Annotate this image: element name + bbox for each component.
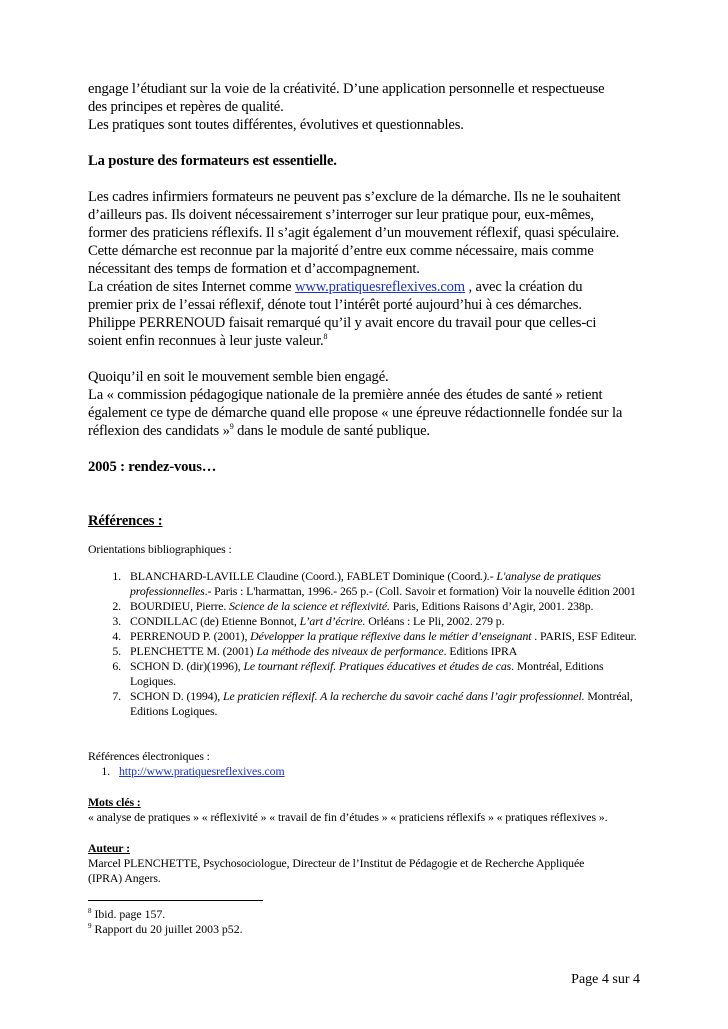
reference-text: PERRENOUD P. (2001), Développer la pratique réflexive dans le métier d’enseignant . PARIS, ESF Editeur. xyxy=(130,629,637,643)
reference-number: 3. xyxy=(112,614,121,628)
intro-line: Les pratiques sont toutes différentes, évolutives et questionnables. xyxy=(88,117,464,133)
list-item: 1. http://www.pratiquesreflexives.com xyxy=(101,764,285,778)
text-line: également ce type de démarche quand elle propose « une épreuve rédactionnelle fondée sur la xyxy=(88,405,623,421)
reference-text: CONDILLAC (de) Etienne Bonnot, L’art d’écrire. Orléans : Le Pli, 2002. 279 p. xyxy=(130,614,505,628)
reference-text: PLENCHETTE M. (2001) La méthode des niveaux de performance. Editions IPRA xyxy=(130,644,518,658)
movement-paragraph xyxy=(88,368,646,440)
author-heading: Auteur : xyxy=(88,841,130,855)
reference-text: BOURDIEU, Pierre. Science de la science et réflexivité. Paris, Editions Raisons d’Agir, 2001. 238p. xyxy=(130,599,594,613)
orientations-label: Orientations bibliographiques : xyxy=(88,542,232,556)
reference-text: SCHON D. (1994), Le praticien réflexif. A la recherche du savoir caché dans l’agir professionnel. Montréal, Editions Logiques. xyxy=(130,689,633,718)
reference-text: BLANCHARD-LAVILLE Claudine (Coord.), FABLET Dominique (Coord.).- L'analyse de pratiques professionnelles.- Paris : L'harmattan, 1996.- 265 p.- (Coll. Savoir et formation) Voir la nouvelle édition 2001 xyxy=(130,569,636,598)
reference-item xyxy=(88,644,646,659)
reference-number: 5. xyxy=(112,644,121,658)
text-line: former des praticiens réflexifs. Il s’agit également d’un mouvement réflexif, quasi spéculaire. xyxy=(88,225,620,241)
site-link[interactable]: www.pratiquesreflexives.com xyxy=(294,279,466,295)
text-line: soient enfin reconnues à leur juste valeur.$^8$ xyxy=(88,332,328,349)
reference-item xyxy=(88,569,646,599)
footnote-divider xyxy=(88,900,263,901)
intro-line: engage l’étudiant sur la voie de la créativité. D’une application personnelle et respectueuse xyxy=(88,81,605,97)
reference-number: 4. xyxy=(112,629,121,643)
rendezvous-heading: 2005 : rendez-vous… xyxy=(88,459,217,475)
reference-text: SCHON D. (dir)(1996), Le tournant réflexif. Pratiques éducatives et études de cas. Montréal, Editions Logiques. xyxy=(130,659,604,688)
text-line: réflexion des candidats »$^9$ dans le module de santé publique. xyxy=(88,422,430,439)
reference-number: 7. xyxy=(112,689,121,703)
reference-item xyxy=(88,614,646,629)
author-line: Marcel PLENCHETTE, Psychosociologue, Directeur de l’Institut de Pédagogie et de Recherche Appliquée xyxy=(88,856,585,870)
text-line: La création de sites Internet comme www.pratiquesreflexives.com , avec la création du xyxy=(88,279,583,295)
text-line: Les cadres infirmiers formateurs ne peuvent pas s’exclure de la démarche. Ils ne le souhaitent xyxy=(88,189,621,205)
text-line: nécessitant des temps de formation et d’accompagnement. xyxy=(88,261,420,277)
text-line: La « commission pédagogique nationale de la première année des études de santé » retient xyxy=(88,387,603,403)
reference-number: 1. xyxy=(112,569,121,583)
electronic-ref-link[interactable]: http://www.pratiquesreflexives.com xyxy=(119,764,285,778)
reference-item xyxy=(88,689,646,719)
reference-item xyxy=(88,629,646,644)
keywords-text: « analyse de pratiques » « réflexivité » « travail de fin d’études » « praticiens réflexifs » « pratiques réflexives ». xyxy=(88,810,608,824)
footnote-8: $^8$ Ibid. page 157. xyxy=(88,907,166,921)
text-line: Philippe PERRENOUD faisait remarqué qu’il y avait encore du travail pour que celles-ci xyxy=(88,315,597,331)
reference-number: 6. xyxy=(112,659,121,673)
posture-paragraph xyxy=(88,188,646,350)
intro-paragraph xyxy=(88,80,646,134)
footnote-9: $^9$ Rapport du 20 juillet 2003 p52. xyxy=(88,922,243,936)
intro-line: des principes et repères de qualité. xyxy=(88,99,284,115)
document-body xyxy=(88,80,646,937)
text-line: d’ailleurs pas. Ils doivent nécessairement s’interroger sur leur pratique pour, eux-mêmes, xyxy=(88,207,594,223)
text-line: Quoiqu’il en soit le mouvement semble bien engagé. xyxy=(88,369,389,385)
electronic-refs-list xyxy=(88,764,646,779)
footnote-ref-8[interactable]: 8 xyxy=(323,332,328,342)
reference-item xyxy=(88,599,646,614)
electronic-refs-label: Références électroniques : xyxy=(88,749,210,763)
reference-number: 2. xyxy=(112,599,121,613)
bibliography-list xyxy=(88,569,646,719)
section-heading-posture: La posture des formateurs est essentielle. xyxy=(88,153,337,169)
footnote-ref-9[interactable]: 9 xyxy=(229,422,234,432)
keywords-heading: Mots clés : xyxy=(88,795,141,809)
page-number: Page 4 sur 4 xyxy=(571,972,640,987)
references-heading: Références : xyxy=(88,513,163,529)
author-line: (IPRA) Angers. xyxy=(88,871,161,885)
text-line: Cette démarche est reconnue par la majorité d’entre eux comme nécessaire, mais comme xyxy=(88,243,594,259)
reference-item xyxy=(88,659,646,689)
text-line: premier prix de l’essai réflexif, dénote tout l’intérêt porté aujourd’hui à ces démarches. xyxy=(88,297,582,313)
